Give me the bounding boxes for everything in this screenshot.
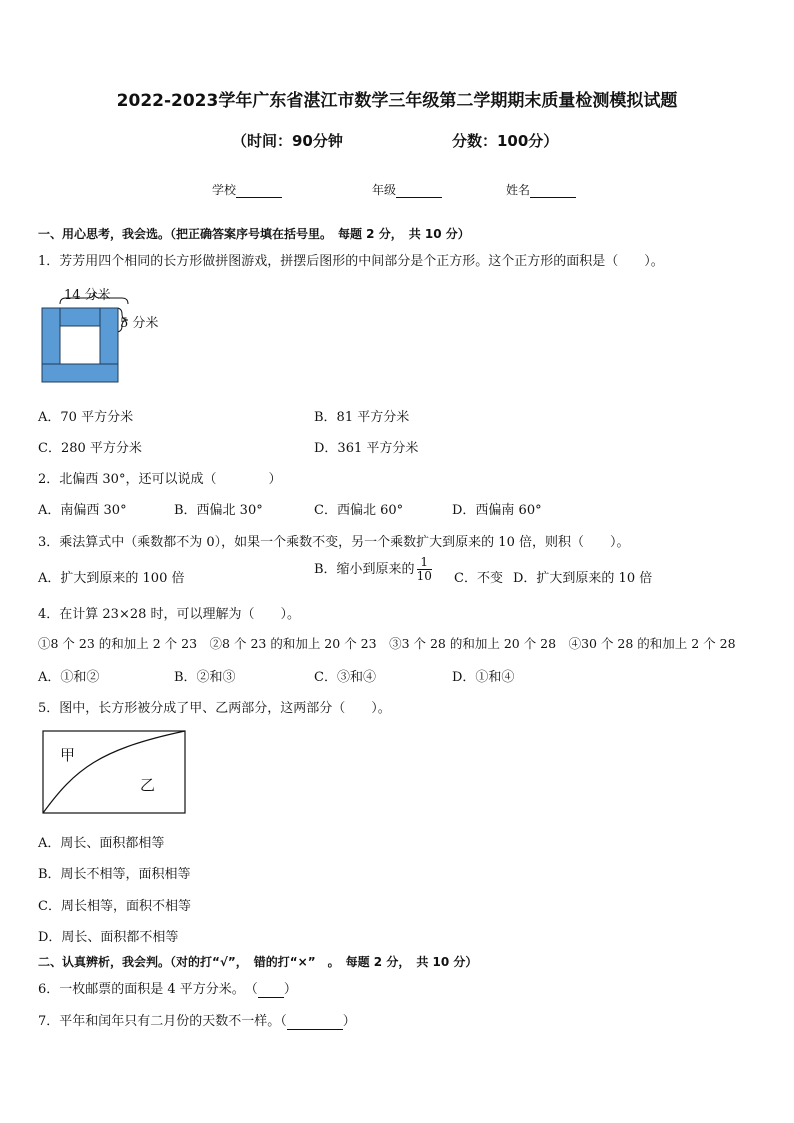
name-field: [506, 181, 576, 198]
q1-option-a[interactable]: A．70 平方分米: [38, 410, 134, 425]
q5-option-c[interactable]: C．周长相等，面积不相等: [38, 899, 191, 914]
fraction-denominator: 10: [416, 569, 432, 583]
q1-width-label: 14 分米: [64, 288, 111, 303]
q3-option-c[interactable]: C．不变: [454, 571, 503, 586]
q1-option-c[interactable]: C．280 平方分米: [38, 441, 142, 456]
q2-option-d[interactable]: D．西偏南 60°: [452, 503, 542, 518]
exam-score: 分数：100分）: [452, 132, 559, 150]
question-4: 4．在计算 23×28 时，可以理解为（ ）。: [38, 607, 301, 622]
question-3: 3．乘法算式中（乘数都不为 0），如果一个乘数不变，另一个乘数扩大到原来的 10 倍，则积（ ）。: [38, 535, 630, 550]
question-7-text: 7．平年和闰年只有二月份的天数不一样。（: [38, 1014, 287, 1029]
section-1-heading: 一、用心思考，我会选。（把正确答案序号填在括号里。 每题 2 分， 共 10 分）: [38, 227, 470, 241]
exam-time: （时间：90分钟: [232, 132, 343, 150]
question-1: 1．芳芳用四个相同的长方形做拼图游戏，拼摆后图形的中间部分是个正方形。这个正方形的面积是（ ）。: [38, 254, 664, 269]
question-6: [38, 978, 297, 998]
grade-blank[interactable]: [396, 185, 442, 198]
q5-option-d[interactable]: D．周长、面积都不相等: [38, 930, 179, 945]
question-6-text: 6．一枚邮票的面积是 4 平方分米。 （: [38, 982, 258, 997]
name-blank[interactable]: [530, 185, 576, 198]
q2-option-a[interactable]: A．南偏西 30°: [38, 503, 127, 518]
fraction-numerator: 1: [417, 556, 432, 570]
q7-close-paren: ）: [342, 1014, 356, 1029]
q2-option-c[interactable]: C．西偏北 60°: [314, 503, 404, 518]
school-label: 学校: [212, 183, 237, 197]
q7-answer-blank[interactable]: [287, 1014, 343, 1030]
q5-rectangle-figure: [40, 729, 188, 817]
grade-field: [372, 181, 442, 198]
name-label: 姓名: [506, 183, 531, 197]
q4-option-d[interactable]: D．①和④: [452, 670, 515, 685]
school-blank[interactable]: [236, 185, 282, 198]
q3-option-a[interactable]: A．扩大到原来的 100 倍: [38, 571, 185, 586]
q6-answer-blank[interactable]: [258, 982, 284, 998]
q5-option-b[interactable]: B．周长不相等，面积相等: [38, 867, 191, 882]
q4-option-b[interactable]: B．②和③: [174, 670, 236, 685]
q4-option-a[interactable]: A．①和②: [38, 670, 100, 685]
q1-option-d[interactable]: D．361 平方分米: [314, 441, 419, 456]
q4-items: ①8 个 23 的和加上 2 个 23 ②8 个 23 的和加上 20 个 23 ③3 个 28 的和加上 20 个 28 ④30 个 28 的和加上 2 个 28: [38, 636, 736, 651]
q1-height-label: 5 分米: [120, 316, 159, 331]
q6-close-paren: ）: [283, 982, 297, 997]
q3-option-d[interactable]: D．扩大到原来的 10 倍: [513, 571, 653, 586]
question-5: 5．图中，长方形被分成了甲、乙两部分，这两部分（ ）。: [38, 701, 391, 716]
q3-option-b[interactable]: [314, 556, 434, 583]
q5-label-yi: 乙: [140, 776, 156, 794]
q5-label-jia: 甲: [60, 746, 76, 764]
page-title: 2022-2023学年广东省湛江市数学三年级第二学期期末质量检测模拟试题: [116, 91, 678, 111]
grade-label: 年级: [372, 183, 397, 197]
school-field: [212, 181, 282, 198]
section-2-heading: 二、认真辨析，我会判。（对的打“√”， 错的打“×” 。 每题 2 分， 共 10 分）: [38, 955, 478, 969]
q3-fraction: [417, 556, 432, 583]
q3-option-b-text: B．缩小到原来的: [314, 562, 415, 577]
q2-option-b[interactable]: B．西偏北 30°: [174, 503, 263, 518]
q4-option-c[interactable]: C．③和④: [314, 670, 376, 685]
question-2: 2．北偏西 30°，还可以说成（ ）: [38, 472, 282, 487]
q5-option-a[interactable]: A．周长、面积都相等: [38, 836, 165, 851]
q1-option-b[interactable]: B．81 平方分米: [314, 410, 410, 425]
question-7: [38, 1010, 356, 1030]
